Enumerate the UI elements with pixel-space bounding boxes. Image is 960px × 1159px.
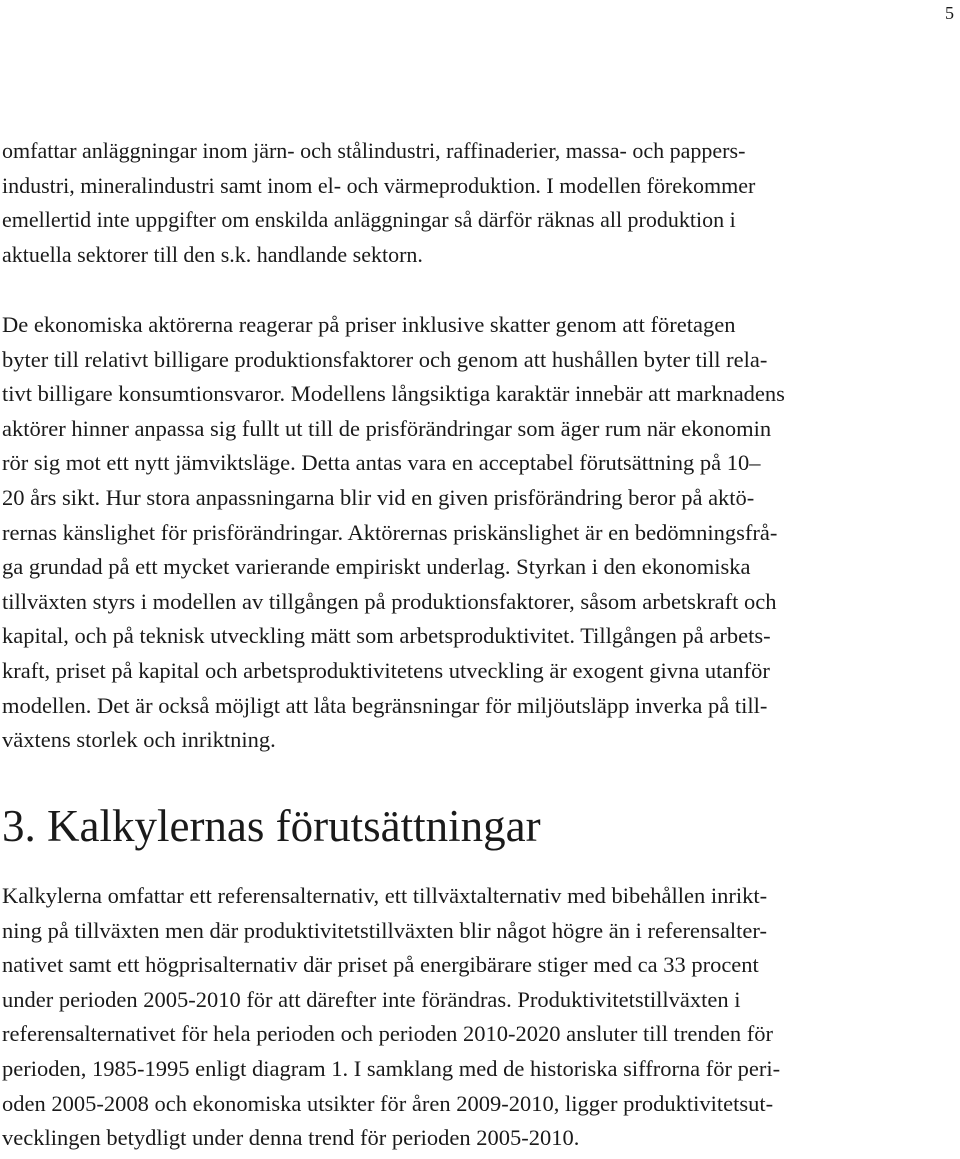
text-line: oden 2005-2008 och ekonomiska utsikter för åren 2009-2010, ligger produktivitetsut- (2, 1090, 774, 1116)
text-line: ning på tillväxten men där produktivitetstillväxten blir något högre än i referensalter- (2, 917, 767, 943)
text-line: tivt billigare konsumtionsvaror. Modellens långsiktiga karaktär innebär att marknadens (2, 381, 785, 407)
text-line: 20 års sikt. Hur stora anpassningarna blir vid en given prisförändring beror på aktö- (2, 484, 755, 510)
text-line: nativet samt ett högprisalternativ där priset på energibärare stiger med ca 33 procent (2, 952, 759, 978)
paragraph-2 (2, 308, 957, 758)
text-line: under perioden 2005-2010 för att därefter inte förändras. Produktivitetstillväxten i (2, 986, 741, 1012)
text-line: De ekonomiska aktörerna reagerar på priser inklusive skatter genom att företagen (2, 312, 736, 337)
paragraph-1 (2, 134, 957, 272)
text-line: växtens storlek och inriktning. (2, 727, 276, 753)
text-line: industri, mineralindustri samt inom el- och värmeproduktion. I modellen förekommer (2, 172, 756, 198)
text-line: rör sig mot ett nytt jämviktsläge. Detta antas vara en acceptabel förutsättning på 10– (2, 450, 761, 476)
page-number: 5 (945, 3, 954, 23)
text-line: Kalkylerna omfattar ett referensalternativ, ett tillväxtalternativ med bibehållen inrikt- (2, 883, 768, 908)
text-line: byter till relativt billigare produktionsfaktorer och genom att hushållen byter till rela- (2, 346, 768, 372)
text-line: aktuella sektorer till den s.k. handlande sektorn. (2, 241, 423, 267)
text-line: aktörer hinner anpassa sig fullt ut till de prisförändringar som äger rum när ekonomin (2, 415, 772, 441)
text-line: perioden, 1985-1995 enligt diagram 1. I samklang med de historiska siffrorna för peri- (2, 1055, 781, 1081)
text-line: tillväxten styrs i modellen av tillgången på produktionsfaktorer, såsom arbetskraft och (2, 588, 777, 614)
text-line: omfattar anläggningar inom järn- och stålindustri, raffinaderier, massa- och pappers- (2, 138, 746, 163)
paragraph-3 (2, 879, 957, 1156)
text-line: vecklingen betydligt under denna trend för perioden 2005-2010. (2, 1125, 580, 1151)
text-line: referensalternativet för hela perioden och perioden 2010-2020 ansluter till trenden för (2, 1021, 773, 1047)
text-line: ga grundad på ett mycket varierande empiriskt underlag. Styrkan i den ekonomiska (2, 554, 751, 580)
section-heading: 3. Kalkylernas förutsättningar (2, 801, 541, 851)
text-line: kraft, priset på kapital och arbetsproduktivitetens utveckling är exogent givna utanför (2, 657, 770, 683)
text-line: emellertid inte uppgifter om enskilda anläggningar så därför räknas all produktion i (2, 207, 736, 233)
text-line: rernas känslighet för prisförändringar. Aktörernas priskänslighet är en bedömningsfrå- (2, 519, 778, 545)
text-line: kapital, och på teknisk utveckling mätt som arbetsproduktivitet. Tillgången på arbets- (2, 623, 771, 649)
text-line: modellen. Det är också möjligt att låta begränsningar för miljöutsläpp inverka på till- (2, 692, 768, 718)
